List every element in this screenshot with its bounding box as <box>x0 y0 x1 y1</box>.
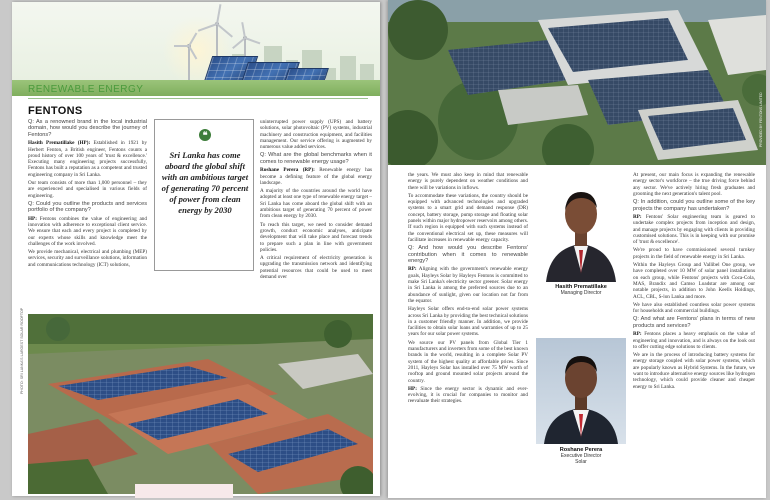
person-photo <box>536 338 626 444</box>
body-paragraph: Hayleys Solar offers end-to-end solar power systems across Sri Lanka by providing the best technical solutions in a customer friendly manner. In addition, we provide facilities to obtain solar loans and warranties of up to 25 years for our solar power systems. <box>408 306 528 338</box>
company-heading: FENTONS <box>28 105 83 117</box>
person-photo <box>536 176 626 282</box>
left-column-1 <box>28 119 147 307</box>
left-column-3 <box>260 119 372 307</box>
interview-question <box>28 201 147 214</box>
interview-question <box>28 119 147 138</box>
section-divider <box>28 98 368 99</box>
pull-quote <box>154 119 254 271</box>
body-paragraph: uninterrupted power supply (UPS) and battery solutions, solar photovoltaic (PV) systems, industrial machinery and construction equipment, and facilities management. Our service offering is augmented by numerous value added services. <box>260 119 372 151</box>
person2-title: Executive Director <box>560 453 602 459</box>
right-column-3 <box>633 172 755 494</box>
person1-caption <box>536 284 626 296</box>
body-paragraph: We are in the process of introducing battery systems for energy storage coupled with solar power systems, which are popularly known as Hybrid Systems. In the future, we want to introduce alternative energy sources like hydrogen technology, which could provide cleaner and cheaper energy to Sri Lanka. <box>633 352 755 390</box>
speaker-label: RP: <box>633 214 642 220</box>
aerial-photo-caption: PROVIDED BY FENTONS LIMITED <box>759 92 763 147</box>
body-paragraph: the years. We must also keep in mind that renewable energy is purely dependent on weather conditions and there will be variations in inflows. <box>408 172 528 191</box>
body-paragraph: We provide mechanical, electrical and plumbing (MEP) services, security and surveillance solutions, information and communications technology (ICT) solutions, <box>28 249 147 268</box>
answer-text: Since the energy sector is dynamic and ever-evolving, it is crucial for companies to monitor and reevaluate their strategies. <box>408 385 528 405</box>
right-column-1 <box>408 172 528 494</box>
interview-question <box>260 152 372 165</box>
answer-text: Renewable energy has become a defining feature of the global energy landscape. <box>260 167 372 186</box>
speaker-label: Roshane Perera (RP): <box>260 167 315 174</box>
solar-rooftop-aerial-image <box>388 0 766 165</box>
page-edge-strip <box>135 484 233 498</box>
photo-caption: PHOTO: SRI LANKA'S LARGEST SOLAR ROOFTOP <box>20 307 24 394</box>
answer-text: Aligning with the government's renewable energy goals, Hayleys Solar by Hayleys Fentons is committed to make Sri Lanka's electricity sector greener. Solar energy in Sri Lanka is among the preferred sources due to an abundance of sunlight, given our location not far from the equator. <box>408 266 528 304</box>
interview-answer <box>260 167 372 186</box>
speaker-label: HP: <box>408 385 417 392</box>
solar-farm-aerial-photo <box>388 0 766 165</box>
factory-rooftops-image <box>28 314 373 494</box>
body-paragraph: A critical requirement of electricity generation is upgrading the transmission network and identifying potential resources that could be used to meet demand over <box>260 255 372 281</box>
interview-answer <box>408 266 528 304</box>
question-text: Q: What are the global benchmarks when it comes to renewable energy usage? <box>260 152 372 165</box>
body-paragraph: We have also established countless solar power systems for households and commercial buildings. <box>633 301 755 315</box>
speaker-label: RP: <box>633 331 642 338</box>
right-page <box>388 0 766 498</box>
answer-text: Fentons combines the value of engineering and innovation with adherence to exceptional client service. We ensure that each and every project is completed by our experts whose skills and knowledge meet the challenges of the work involved. <box>28 215 147 247</box>
question-text: Q: In addition, could you outline some of the key projects the company has undertaken? <box>633 199 755 212</box>
body-paragraph: At present, our main focus is expanding the renewable energy sector's workforce – the true driving force behind any sector. We've actively hiring fresh graduates and grooming the next generation's talent pool. <box>633 172 755 197</box>
quote-icon: ❝ <box>199 129 211 141</box>
speaker-label: HP: <box>28 215 37 222</box>
roshane-perera-portrait <box>536 338 626 444</box>
question-text: Q: Could you outline the products and services portfolio of the company? <box>28 200 147 214</box>
body-paragraph: Within the Hayleys Group and Vallibel One group, we have completed over 10 MW of solar panel installations on each group, while Fentons' projects with Coca-Cola, MAS, Brandix and Camso Loadstar are among our notable projects, in addition to John Keells Holdings, ACL, CBL, S-lon Lanka and more. <box>633 262 755 300</box>
interview-answer <box>633 331 755 350</box>
interview-question <box>633 199 755 212</box>
interview-answer <box>633 214 755 245</box>
section-tag: RENEWABLE ENERGY <box>28 84 144 95</box>
hasith-prematillake-portrait <box>536 176 626 282</box>
answer-text: Fentons places a heavy emphasis on the value of engineering and innovation, and is always on the look out to offer cutting edge solutions to clients. <box>633 331 755 350</box>
person1-title: Managing Director <box>560 290 602 296</box>
body-paragraph: A majority of the countries around the world have adopted at least one type of renewable energy target – Sri Lanka has come aboard the global shift with an ambitious target of generating 70 percent of power from clean energy by 2030. <box>260 188 372 220</box>
speaker-label: Hasith Prematillake (HP): <box>28 140 91 147</box>
answer-text: Established in 1921 by Herbert Fenton, a British engineer, Fentons counts a proud history of over 100 years of 'trust & excellence.' Executing many engineering projects successfully, Fentons has built a reputation as a competent and trusted engineering company in Sri Lanka. <box>28 140 147 178</box>
body-paragraph: We're proud to have commissioned several turnkey projects in the field of renewable energy in Sri Lanka. <box>633 247 755 260</box>
left-page <box>12 2 380 496</box>
interview-question <box>408 245 528 264</box>
person2-division: Solar <box>575 459 587 465</box>
body-paragraph: To reach this target, we need to consider demand growth, conduct economic analyses, anticipate development that will take place and forecast trends to prepare such a plan in line with government policies. <box>260 221 372 253</box>
speaker-label: RP: <box>408 266 417 273</box>
body-paragraph: We source our PV panels from Global Tier 1 manufacturers and inverters from some of the best known brands in the world, resulting in a complete Solar PV system of the highest quality at affordable prices. Since 2011, Hayleys Solar has installed over 75 MW worth of rooftop and ground mounted solar projects around the country. <box>408 339 528 384</box>
person1-name: Hasith Prematillake <box>555 284 607 290</box>
interview-answer <box>28 216 147 247</box>
person2-caption <box>536 447 626 465</box>
question-text: Q: And what are Fentons' plans in terms of new products and services? <box>633 316 755 329</box>
renewable-energy-banner <box>12 2 380 96</box>
interview-answer <box>28 140 147 178</box>
question-text: Q: As a renowned brand in the local industrial domain, how would you describe the journey of Fentons? <box>28 119 147 138</box>
body-paragraph: Our team consists of more than 1,000 personnel – they are experienced and specialised in various fields of engineering. <box>28 180 147 199</box>
body-paragraph: To accommodate these variations, the country should be equipped with advanced technologies and upgraded systems to a smart grid and demand response (DR) concept, battery storage, pump storage and floating solar panels within major hydropower reservoirs among others. If such region is equipped with such systems instead of the conventional electrical set up, these measures will facilitate increases in renewable energy capacity. <box>408 192 528 243</box>
factory-aerial-photo <box>28 314 373 494</box>
pull-quote-text: Sri Lanka has come aboard the global shift with an ambitious target of generating 70 percent of power from clean energy by 2030 <box>161 150 249 215</box>
answer-text: Fentons' Solar engineering team is geared to undertake complex projects from inception and design, and manage projects by engaging with clients in providing customised solutions. This is in keeping with our promise of 'trust & excellence'. <box>633 214 755 246</box>
person2-name: Roshane Perera <box>559 447 603 453</box>
interview-question <box>633 316 755 329</box>
question-text: Q: And how would you describe Fentons' contribution when it comes to renewable energy? <box>408 245 528 265</box>
interview-answer <box>408 386 528 405</box>
